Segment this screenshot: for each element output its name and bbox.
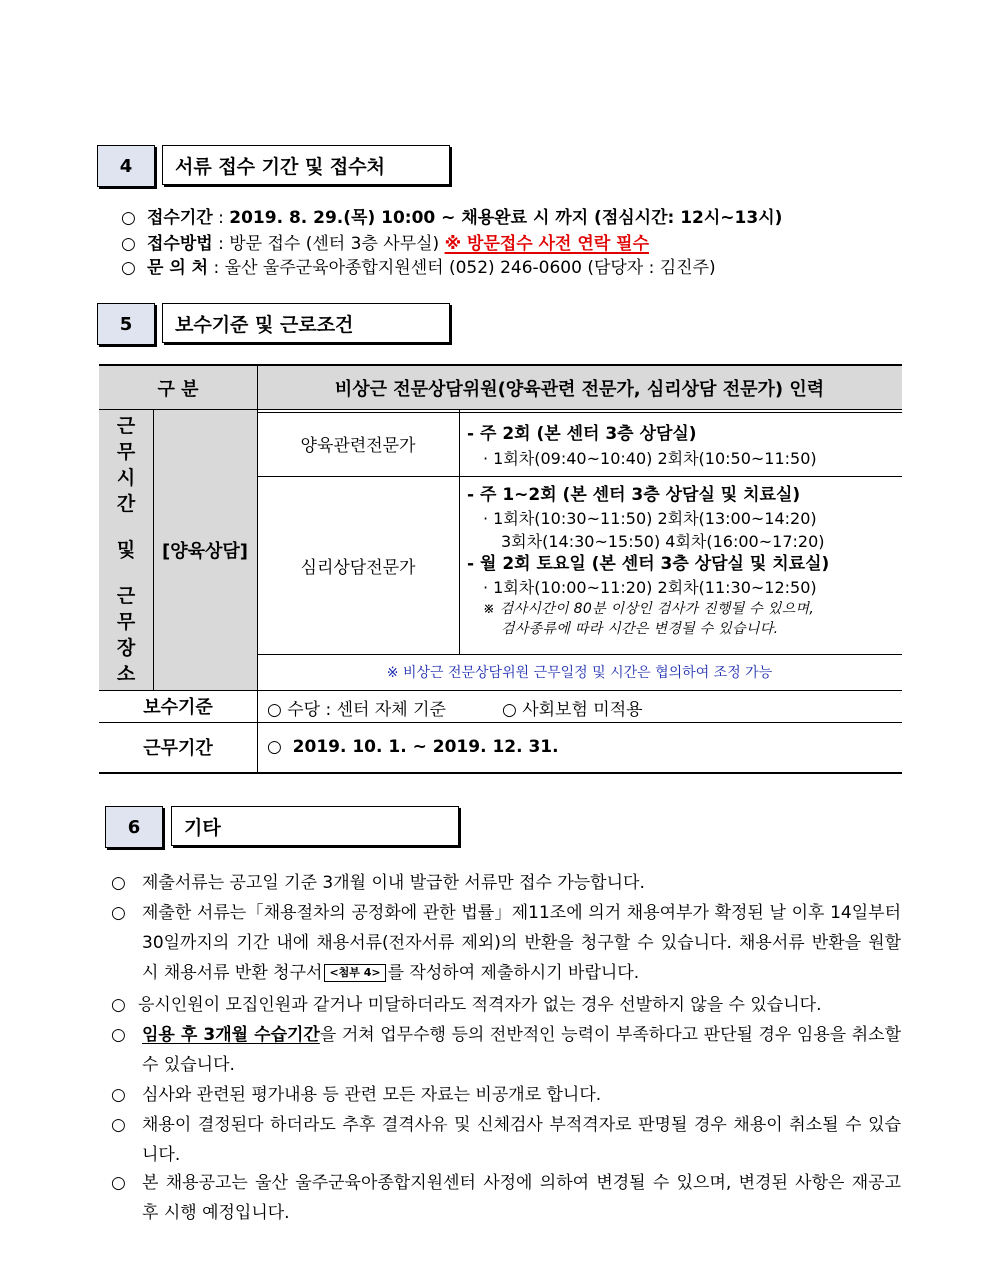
- bullet: ○: [111, 995, 126, 1015]
- section-title: 기타: [171, 806, 459, 846]
- value: 방문 접수 (센터 3층 사무실): [229, 234, 445, 254]
- receipt-method-line: [121, 229, 649, 254]
- header-bottom-border-2: [257, 412, 902, 413]
- char: 근: [116, 585, 136, 607]
- expert2-name-cell: [257, 477, 459, 653]
- pay-insurance: ○ 사회보험 미적용: [501, 700, 643, 720]
- header-label: 비상근 전문상담위원(양육관련 전문가, 심리상담 전문가) 인력: [334, 378, 825, 400]
- receipt-period-line: [121, 203, 782, 228]
- notice-text-block: [142, 898, 901, 988]
- bullet: ○: [121, 208, 136, 228]
- notice-text: 채용이 결정된다 하더라도 추후 결격사유 및 신체검사 부적격자로 판명될 경우 채용이 취소될 수 있습니다.: [142, 1115, 901, 1165]
- section-5-header: [97, 303, 453, 345]
- sub-label: [양육상담]: [161, 541, 248, 562]
- char: 무: [116, 611, 136, 633]
- char: 무: [116, 441, 136, 463]
- label: 접수방법: [147, 234, 213, 254]
- bullet: ○: [121, 234, 136, 254]
- bullet: ○: [111, 1025, 126, 1045]
- char: 소: [116, 663, 136, 685]
- label: 문 의 처: [147, 258, 209, 278]
- bullet: ○: [111, 873, 126, 893]
- conditions-table: [99, 364, 902, 774]
- section-title: 보수기준 및 근로조건: [162, 303, 450, 343]
- header-bottom-border: [99, 409, 902, 410]
- detail-line: · 1회차(10:00~11:20) 2회차(11:30~12:50): [483, 578, 817, 597]
- expert1-details: [467, 419, 817, 469]
- header-label: 구 분: [157, 378, 199, 400]
- attachment-badge: <첨부 4>: [324, 964, 385, 982]
- notice-item-1: [111, 868, 901, 898]
- column-divider-main: [257, 364, 258, 773]
- table-bottom-border: [99, 772, 902, 774]
- detail-line: · 1회차(10:30~11:50) 2회차(13:00~14:20): [483, 509, 817, 528]
- column-divider-detail: [459, 410, 460, 654]
- note-line: ※ 검사시간이 80분 이상인 검사가 진행될 수 있으며,: [483, 601, 815, 617]
- char: 간: [116, 493, 136, 515]
- period-dates: 2019. 10. 1. ~ 2019. 12. 31.: [292, 737, 559, 757]
- period-value: [267, 737, 559, 757]
- section-6-header: [105, 806, 461, 848]
- bullet: ○: [111, 1115, 126, 1135]
- value: 울산 울주군육아종합지원센터 (052) 246-0600 (담당자 : 김진주): [224, 258, 716, 278]
- label: 접수기간: [147, 208, 213, 228]
- bullet: ○: [111, 903, 126, 923]
- notice-text: 제출서류는 공고일 기준 3개월 이내 발급한 서류만 접수 가능합니다.: [142, 873, 645, 893]
- value: 2019. 8. 29.(목) 10:00 ~ 채용완료 시 까지 (점심시간: 12시~13시): [229, 208, 783, 228]
- notice-item-2: [111, 898, 901, 988]
- char: 근: [116, 415, 136, 437]
- bullet: ○: [267, 737, 282, 757]
- detail-line: 3회차(14:30~15:50) 4회차(16:00~17:20): [501, 532, 825, 551]
- notice-text-block: [142, 1020, 901, 1080]
- detail-line: - 월 2회 토요일 (본 센터 3층 상담실 및 치료실): [467, 554, 830, 574]
- char: 및: [116, 539, 136, 561]
- separator: :: [212, 234, 230, 254]
- work-hours-place-label: [99, 410, 153, 690]
- detail-line: · 1회차(09:40~10:40) 2회차(10:50~11:50): [483, 449, 817, 468]
- schedule-note: ※ 비상근 전문상담위원 근무일정 및 시간은 협의하여 조정 가능: [386, 665, 773, 681]
- section-title: 서류 접수 기간 및 접수처: [162, 145, 450, 185]
- bullet: ○: [111, 1173, 126, 1193]
- column-divider-group: [153, 410, 154, 690]
- notice-item-7: [111, 1168, 901, 1228]
- section-4-header: [97, 145, 453, 187]
- notice-text: 본 채용공고는 울산 울주군육아종합지원센터 사정에 의하여 변경될 수 있으며, 변경된 사항은 재공고 후 시행 예정입니다.: [142, 1173, 901, 1223]
- notice-text: 을 거쳐 업무수행 등의 전반적인 능력이 부족하다고 판단될 경우 임용을 취소할 수 있습니다.: [142, 1025, 901, 1075]
- pay-top-border: [99, 690, 902, 691]
- expert-name: 양육관련전문가: [300, 435, 416, 456]
- notice-text: 심사와 관련된 평가내용 등 관련 모든 자료는 비공개로 합니다.: [142, 1085, 602, 1105]
- pay-label-cell: [99, 690, 257, 722]
- note-line: 검사종류에 따라 시간은 변경될 수 있습니다.: [501, 621, 779, 637]
- pay-value: [267, 695, 643, 720]
- detail-line: - 주 1~2회 (본 센터 3층 상담실 및 치료실): [467, 485, 801, 505]
- separator: :: [212, 208, 230, 228]
- probation-highlight: 임용 후 3개월 수습기간: [142, 1025, 320, 1045]
- notice-text: 를 작성하여 제출하시기 바랍니다.: [387, 963, 640, 983]
- schedule-note-cell: [257, 654, 902, 690]
- section-number: 4: [97, 145, 155, 187]
- char: 장: [116, 637, 136, 659]
- section-number: 6: [105, 806, 163, 848]
- sub-label-cell: [153, 410, 257, 690]
- notice-item-3: [111, 990, 901, 1020]
- period-label: 근무기간: [143, 738, 213, 759]
- note-divider: [257, 654, 902, 655]
- section-number: 5: [97, 303, 155, 345]
- separator: :: [208, 258, 225, 278]
- expert1-name-cell: [257, 410, 459, 476]
- notice-item-6: [111, 1110, 901, 1170]
- notice-text: 응시인원이 모집인원과 같거나 미달하더라도 적격자가 없는 경우 선발하지 않을 수 있습니다.: [138, 995, 822, 1015]
- contact-line: [121, 253, 716, 278]
- bullet: ○: [121, 258, 136, 278]
- char: 시: [116, 467, 136, 489]
- period-label-cell: [99, 722, 257, 772]
- notice-item-5: [111, 1080, 901, 1110]
- bullet: ○: [111, 1085, 126, 1105]
- period-top-border: [99, 722, 902, 723]
- header-cell-role: [257, 365, 902, 410]
- expert2-details: [467, 484, 829, 639]
- table-top-border: [99, 364, 902, 366]
- expert-divider: [257, 476, 902, 477]
- expert-name: 심리상담전문가: [300, 557, 416, 578]
- warning-text: ※ 방문접수 사전 연락 필수: [444, 234, 649, 254]
- pay-allowance: ○ 수당 : 센터 자체 기준: [267, 700, 446, 720]
- notice-item-4: [111, 1020, 901, 1080]
- header-cell-category: [99, 365, 257, 410]
- notice-text: 제출한 서류는「채용절차의 공정화에 관한 법률」제11조에 의거 채용여부가 확정된 날 이후 14일부터 30일까지의 기간 내에 채용서류(전자서류 제외)의 반환을 청구할 수 있습니다. 채용서류 반환을 원할 시 채용서류 반환 청구서: [142, 903, 901, 983]
- pay-label: 보수기준: [143, 697, 213, 718]
- detail-line: - 주 2회 (본 센터 3층 상담실): [467, 424, 697, 444]
